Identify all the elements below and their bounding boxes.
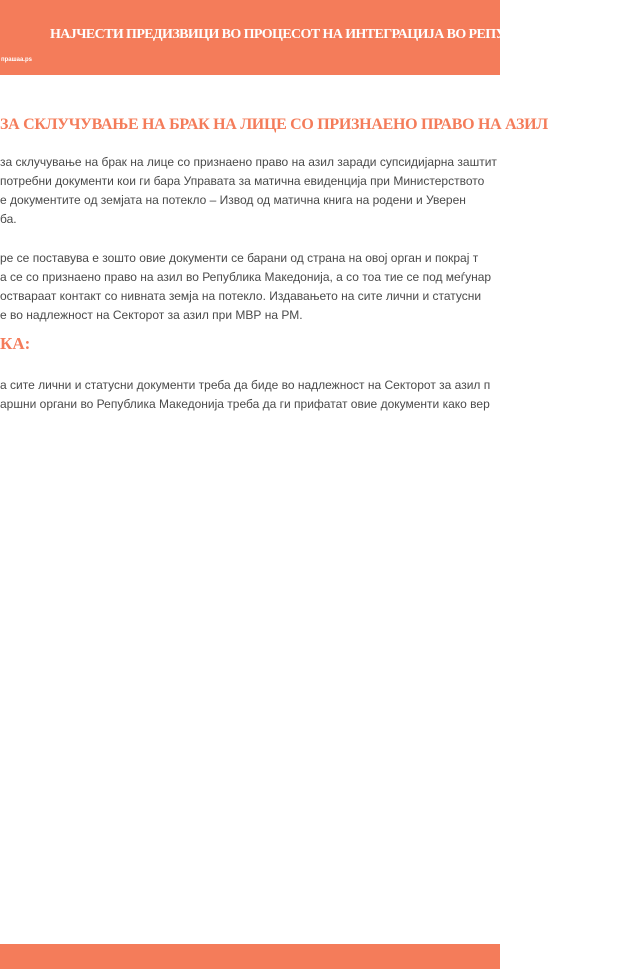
paragraph-line: оствараат контакт со нивната земја на потекло. Издавањето на сите лични и статусни [0, 289, 482, 303]
paragraph-line: за склучување на брак на лице со признаено право на азил заради супсидијарна заштит [0, 155, 497, 169]
section-title: ЗА СКЛУЧУВАЊЕ НА БРАК НА ЛИЦЕ СО ПРИЗНАЕНО ПРАВО НА АЗИЛ [0, 116, 548, 133]
paragraph-3 [0, 376, 640, 414]
page-footer [0, 944, 500, 969]
paragraph-line: а се со признаено право на азил во Република Македонија, а со тоа тие се под меѓунар [0, 270, 492, 284]
paragraph-1 [0, 153, 640, 229]
page-header [0, 0, 553, 75]
subheading: КА: [0, 334, 31, 353]
paragraph-line: е во надлежност на Секторот за азил при МВР на РМ. [0, 308, 303, 322]
header-logo: прашаа.рs [1, 57, 32, 63]
paragraph-2 [0, 249, 640, 325]
paragraph-line: е документите од земјата на потекло – Извод од матична книга на родени и Уверен [0, 193, 466, 207]
paragraph-line: аршни органи во Република Македонија треба да ги прифатат овие документи како вер [0, 397, 490, 411]
header-title: НАЈЧЕСТИ ПРЕДИЗВИЦИ ВО ПРОЦЕСОТ НА ИНТЕГРАЦИЈА ВО РЕПУБЛИКА [50, 27, 553, 42]
paragraph-line: а сите лични и статусни документи треба да биде во надлежност на Секторот за азил п [0, 378, 491, 392]
paragraph-line: ба. [0, 212, 17, 226]
paragraph-line: ре се поставува е зошто овие документи се барани од страна на овој орган и покрај т [0, 251, 479, 265]
paragraph-line: потребни документи кои ги бара Управата за матична евиденција при Министерството [0, 174, 485, 188]
